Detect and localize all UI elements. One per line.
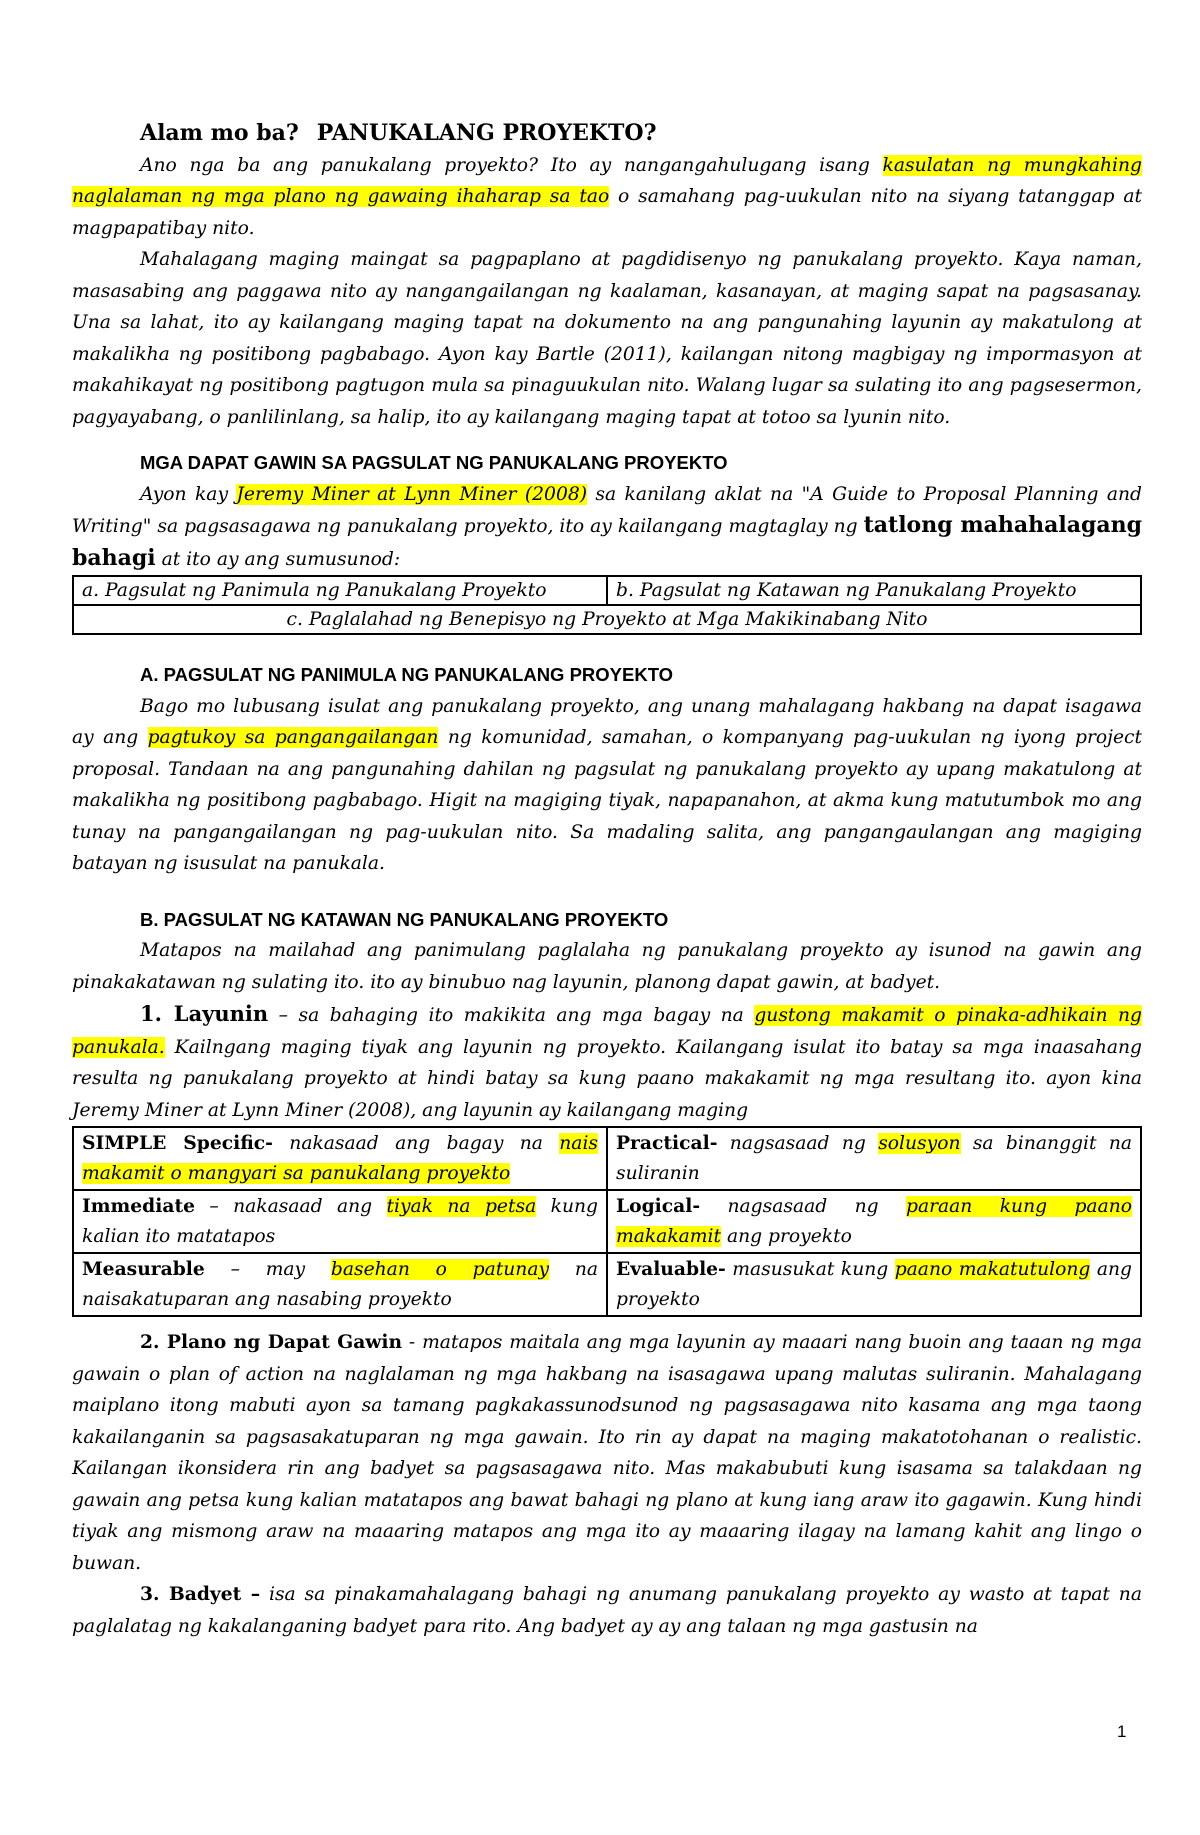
intro-paragraph-1: Ano nga ba ang panukalang proyekto? Ito ay nangangahulugang isang kasulatan ng mungkahing naglalaman ng mga plano ng gawaing ihaharap sa tao o samahang pag-uukulan nito na siyang tatanggap at magpapatibay nito.	[72, 154, 1142, 239]
cell-measurable: Measurable – may basehan o patunay na naisakatuparan ang nasabing proyekto	[73, 1253, 607, 1316]
title-topic: PANUKALANG PROYEKTO?	[316, 120, 657, 146]
cell-immediate: Immediate – nakasaad ang tiyak na petsa kung kalian ito matatapos	[73, 1190, 607, 1253]
plano-label: 2. Plano ng Dapat Gawin	[140, 1331, 403, 1353]
layunin-paragraph: 1. Layunin – sa bahaging ito makikita ang mga bagay na gustong makamit o pinaka-adhikain ng panukala. Kailngang maging tiyak ang layunin ng proyekto. Kailangang isulat ito batay sa mga inaasahang resulta ng panukalang proyekto at hindi batay sa kung paano makakamit ng mga resultang ito. ayon kina Jeremy Miner at Lynn Miner (2008), ang layunin ay kailangang maging	[72, 1001, 1143, 1121]
layunin-label: 1. Layunin	[140, 1001, 269, 1026]
heading-dapat-gawin: MGA DAPAT GAWIN SA PAGSULAT NG PANUKALANG PROYEKTO	[140, 452, 728, 473]
highlight-definition: kasulatan ng mungkahing naglalaman ng mga plano ng gawaing ihaharap sa tao	[72, 154, 1142, 207]
cell-specific: SIMPLE Specific- nakasaad ang bagay na nais makamit o mangyari sa panukalang proyekto	[73, 1127, 607, 1190]
cell-logical: Logical- nagsasaad ng paraan kung paano makakamit ang proyekto	[607, 1190, 1141, 1253]
badyet-paragraph: 3. Badyet – isa sa pinakamahalagang bahagi ng anumang panukalang proyekto ay wasto at tapat na paglalatag ng kakalanganing badyet para rito. Ang badyet ay ay ang talaan ng mga gastusin na	[72, 1583, 1142, 1637]
highlight-needs: pagtukoy sa pangangailangan	[147, 727, 439, 748]
bold-three-parts: tatlong mahahalagang bahagi	[72, 512, 1142, 571]
highlight-authors: Jeremy Miner at Lynn Miner (2008)	[236, 483, 588, 505]
badyet-label: 3. Badyet –	[140, 1583, 261, 1605]
heading-section-b: B. PAGSULAT NG KATAWAN NG PANUKALANG PROYEKTO	[140, 908, 669, 930]
intro-paragraph-2: Mahalagang maging maingat sa pagpaplano at pagdidisenyo ng panukalang proyekto. Kaya naman, masasabing ang paggawa nito ay nangangailangan ng kaalaman, kasanayan, at maging sapat na pagsasanay. Una sa lahat, ito ay kailangang maging tapat na dokumento na ang pangunahing layunin ay makatulong at makalikha ng positibong pagbabago. Ayon kay Bartle (2011), kailangan nitong magbigay ng impormasyon at makahikayat ng positibong pagtugon mula sa pinaguukulan nito. Walang lugar sa sulating ito ang pagsesermon, pagyayabang, o panlilinlang, sa halip, ito ay kailangang maging tapat at totoo sa lyunin nito.	[72, 249, 1142, 428]
parts-cell-a: a. Pagsulat ng Panimula ng Panukalang Proyekto	[73, 576, 607, 605]
page-number: 1	[1117, 1722, 1127, 1741]
simple-table	[72, 1126, 1142, 1317]
cell-evaluable: Evaluable- masusukat kung paano makatutulong ang proyekto	[607, 1253, 1141, 1316]
section-b-paragraph: Matapos na mailahad ang panimulang paglalaha ng panukalang proyekto ay isunod na gawin ang pinakakatawan ng sulating ito. ito ay binubuo nag layunin, planong dapat gawin, at badyet.	[72, 940, 1142, 993]
document-page	[72, 118, 1142, 1642]
plano-paragraph: 2. Plano ng Dapat Gawin - matapos maitala ang mga layunin ay maaari nang buoin ang taaan ng mga gawain o plan of action na naglalaman ng mga hakbang na isasagawa upang malutas suliranin. Mahalagang maiplano itong mabuti ayon sa tamang pagkakassunodsunod ng pagsasagawa nito kasama ang mga taong kakailanganin sa pagsasakatuparan ng mga gawain. Ito rin ay dapat na maging makatotohanan o realistic. Kailangan ikonsidera rin ang badyet sa pagsasagawa nito. Mas makabubuti kung isasama sa talakdaan ng gawain ang petsa kung kalian matatapos ang bawat bahagi ng plano at kung iang araw ito gagawin. Kung hindi tiyak ang mismong araw na maaaring matapos ang mga ito ay maaaring ilagay na lamang kahit ang lingo o buwan.	[72, 1331, 1142, 1574]
dapat-paragraph: Ayon kay Jeremy Miner at Lynn Miner (2008) sa kanilang aklat na "A Guide to Proposal Planning and Writing" sa pagsasagawa ng panukalang proyekto, ito ay kailangang magtaglay ng tatlong mahahalagang bahagi at ito ay ang sumusunod:	[72, 483, 1142, 571]
cell-practical: Practical- nagsasaad ng solusyon sa binanggit na suliranin	[607, 1127, 1141, 1190]
highlight-goal: gustong makamit o pinaka-adhikain ng panukala.	[72, 1005, 1143, 1058]
parts-table	[72, 575, 1142, 635]
section-a-paragraph: Bago mo lubusang isulat ang panukalang proyekto, ang unang mahalagang hakbang na dapat isagawa ay ang pagtukoy sa pangangailangan ng komunidad, samahan, o kompanyang pag-uukulan ng iyong project proposal. Tandaan na ang pangunahing dahilan ng pagsulat ng panukalang proyekto ay upang makatulong at makalikha ng positibong pagbabago. Higit na magiging tiyak, napapanahon, at akma kung matutumbok mo ang tunay na pangangailangan ng pag-uukulan nito. Sa madaling salita, ang pangangaulangan ang magiging batayan ng isusulat na panukala.	[72, 695, 1143, 874]
page-title	[140, 118, 1142, 150]
title-question: Alam mo ba?	[140, 120, 299, 146]
heading-section-a: A. PAGSULAT NG PANIMULA NG PANUKALANG PROYEKTO	[140, 664, 674, 685]
parts-cell-c: c. Paglalahad ng Benepisyo ng Proyekto at Mga Makikinabang Nito	[73, 605, 1141, 634]
parts-cell-b: b. Pagsulat ng Katawan ng Panukalang Proyekto	[607, 576, 1141, 605]
